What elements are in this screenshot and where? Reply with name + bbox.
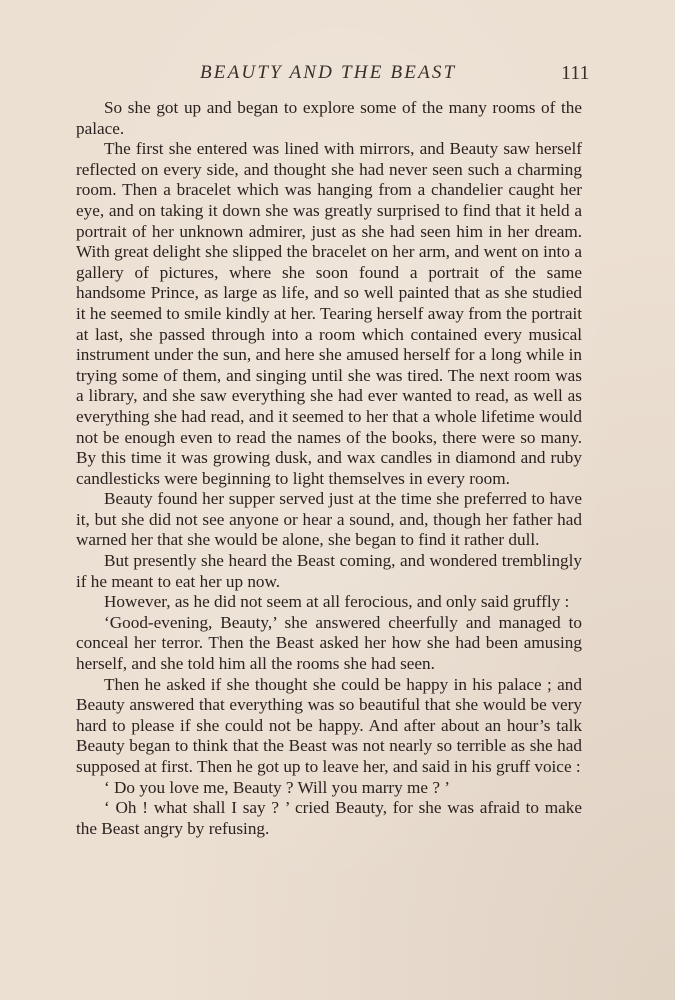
paragraph: So she got up and began to explore some of the many rooms of the palace. xyxy=(76,98,582,138)
body-text xyxy=(76,98,582,839)
paragraph: The first she entered was lined with mirrors, and Beauty saw herself reflected on every side, and thought she had never seen such a charming room. Then a bracelet which was hanging from a chandelier caught her eye, and on taking it down she was greatly surprised to find that it held a portrait of her unknown admirer, just as she had seen him in her dream. With great delight she slipped the bracelet on her arm, and went on into a gallery of pictures, where she soon found a portrait of the same handsome Prince, as large as life, and so well painted that as she studied it he seemed to smile kindly at her. Tearing herself away from the portrait at last, she passed through into a room which contained every musical instrument under the sun, and here she amused herself for a long while in trying some of them, and singing until she was tired. The next room was a library, and she saw everything she had ever wanted to read, as well as everything she had read, and it seemed to her that a whole lifetime would not be enough even to read the names of the books, there were so many. By this time it was growing dusk, and wax candles in diamond and ruby candlesticks were beginning to light themselves in every room. xyxy=(76,139,582,488)
running-head: BEAUTY AND THE BEAST xyxy=(200,62,457,83)
paragraph: ‘Good-evening, Beauty,’ she answered cheerfully and managed to conceal her terror. Then the Beast asked her how she had been amusing herself, and she told him all the rooms she had seen. xyxy=(76,612,582,674)
paragraph: Then he asked if she thought she could be happy in his palace ; and Beauty answered that everything was so beautiful that she would be very hard to please if she could not be happy. And after about an hour’s talk Beauty began to think that the Beast was not nearly so terrible as she had supposed at first. Then he got up to leave her, and said in his gruff voice : xyxy=(76,674,582,776)
page-number: 111 xyxy=(561,62,590,84)
paragraph: But presently she heard the Beast coming, and wondered tremblingly if he meant to eat her up now. xyxy=(76,551,582,591)
paragraph: Beauty found her supper served just at the time she preferred to have it, but she did not see anyone or hear a sound, and, though her father had warned her that she would be alone, she began to find it rather dull. xyxy=(76,489,582,550)
paragraph: ‘ Oh ! what shall I say ? ’ cried Beauty, for she was afraid to make the Beast angry by refusing. xyxy=(76,798,582,838)
paragraph: ‘ Do you love me, Beauty ? Will you marry me ? ’ xyxy=(104,777,450,797)
paragraph: However, as he did not seem at all ferocious, and only said gruffly : xyxy=(104,592,570,612)
